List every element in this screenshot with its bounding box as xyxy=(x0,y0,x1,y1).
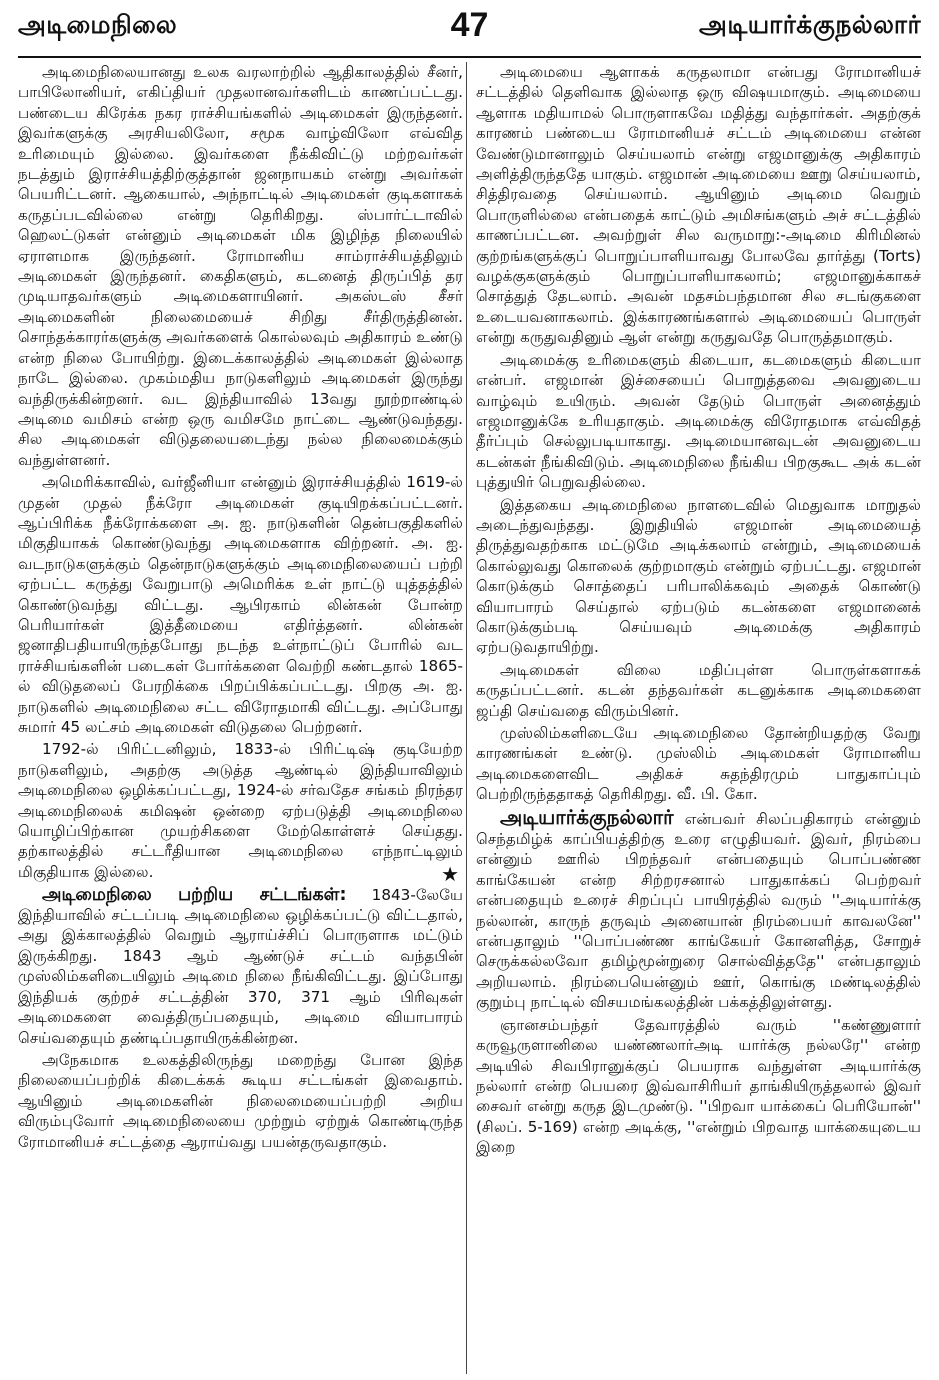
paragraph-text: என்பவர் சிலப்பதிகாரம் என்னும் செந்தமிழ்க் காப்பியத்திற்கு உரை எழுதியவர். இவர், நிரம்பை என்னும் ஊரில் பிறந்தவர் என்பதையும் பொப்பண்ண காங்கேயன் என்ற சிற்றரசனால் பாதுகாக்கப் பெற்றவர் என்பதையும் உரைச் சிறப்புப் பாயிரத்தில் வரும் ''அடியார்க்கு நல்லான், காருந் தருவும் அனையான் நிரம்பையர் காவலனே'' என்பதாலும் ''பொப்பண்ண காங்கேயர் கோனளித்த, சோறுச் செருக்கல்லவோ தமிழ்மூன்றுரை சொல்வித்ததே'' என்பதாலும் அறியலாம். நிரம்பையென்னும் ஊர், கொங்கு மண்டிலத்தில் குறும்பு நாட்டில் விசயமங்கலத்தின் பக்கத்திலுள்ளது. xyxy=(476,809,921,1012)
paragraph-text: 1843-லேயே இந்தியாவில் சட்டப்படி அடிமைநிலை ஒழிக்கப்பட்டு விட்டதால், அது இக்காலத்தில் வெறும் ஆராய்ச்சிப் பொருளாக மட்டும் இருக்கிறது. 1843 ஆம் ஆண்டுச் சட்டம் வந்தபின் முஸ்லிம்களிடையிலும் அடிமை நிலை நீங்கிவிட்டது. இப்போது இந்தியக் குற்றச் சட்டத்தின் 370, 371 ஆம் பிரிவுகள் அடிமைகளை வைத்திருப்பதையும், அடிமை வியாபாரம் செய்வதையும் தண்டிப்பதாயிருக்கின்றன. xyxy=(18,885,463,1047)
running-head-right: அடியார்க்குநல்லார் xyxy=(699,10,921,39)
entry-heading: அடியார்க்குநல்லார் xyxy=(500,804,674,829)
right-column xyxy=(476,62,921,1374)
paragraph: இத்தகைய அடிமைநிலை நாளடைவில் மெதுவாக மாறுதல் அடைந்துவந்தது. இறுதியில் எஜமான் அடிமையைத் திருத்துவதற்காக மட்டுமே அடிக்கலாம் என்றும், அடிமையைக் கொல்லுவது கொலைக் குற்றமாகும் என்றும் ஏற்பட்டது. எஜமான் கொடுக்கும் சொத்தைப் பரிபாலிக்கவும் அதைக் கொண்டு வியாபாரம் செய்தால் ஏற்படும் கடன்களை எஜமானைக் கொடுக்கும்படி செய்யவும் அடிமைக்கு அதிகாரம் ஏற்படுவதாயிற்று. xyxy=(476,495,921,657)
paragraph: 1792-ல் பிரிட்டனிலும், 1833-ல் பிரிட்டிஷ் குடியேற்ற நாடுகளிலும், அதற்கு அடுத்த ஆண்டில் இந்தியாவிலும் அடிமைநிலை ஒழிக்கப்பட்டது, 1924-ல் சர்வதேச சங்கம் நிரந்தர அடிமைநிலைக் கமிஷன் ஒன்றை ஏற்படுத்தி அடிமைநிலை யொழிப்பிற்கான முயற்சிகளை மேற்கொள்ளச் செய்தது. தற்காலத்தில் சட்டரீதியான அடிமைநிலை எந்நாட்டிலும் மிகுதியாக இல்லை. xyxy=(18,740,463,881)
header-rule xyxy=(18,56,921,58)
paragraph: அடிமையை ஆளாகக் கருதலாமா என்பது ரோமானியச் சட்டத்தில் தெளிவாக இல்லாத ஒரு விஷயமாகும். அடிமையை ஆளாக மதியாமல் பொருளாகவே மதித்து வந்தார்கள். அதற்குக் காரணம் பண்டைய ரோமானியச் சட்டம் அடிமையை என்ன வேண்டுமானாலும் செய்யலாம் என்று எஜமானுக்கு அதிகாரம் அளித்திருந்ததே யாகும். எஜமான் அடிமையை ஊறு செய்யலாம், சித்திரவதை செய்யலாம். ஆயினும் அடிமை வெறும் பொருளில்லை என்பதைக் காட்டும் அமிசங்களும் அச் சட்டத்தில் காணப்பட்டன. அவற்றுள் சில வருமாறு:-அடிமை கிரிமினல் குற்றங்களுக்குப் பொறுப்பாளியாவது போலவே தார்த்து (Torts) வழக்குகளுக்கும் பொறுப்பாளியாகலாம்; எஜமானுக்காகச் சொத்துத் தேடலாம். அவன் மதசம்பந்தமான சில சடங்குகளை உடையவனாகலாம். இக்காரணங்களால் அடிமையைப் பொருள் என்று கருதுவதினும் ஆள் என்று கருதுவதே பொருத்தமாகும். xyxy=(476,63,921,347)
paragraph: அடிமைக்கு உரிமைகளும் கிடையா, கடமைகளும் கிடையா என்பர். எஜமான் இச்சையைப் பொறுத்தவை அவனுடைய வாழ்வும் உயிரும். அவன் தேடும் பொருள் அனைத்தும் எஜமானுக்கே உரியதாகும். அடிமைக்கு விரோதமாக எவ்விதத் தீர்ப்பும் செல்லுபடியாகாது. அடிமையானவுடன் அவனுடைய கடன்கள் நீங்கிவிடும். அடிமைநிலை நீங்கிய பிறகுகூட அக் கடன் புத்துயிர் பெறுவதில்லை. xyxy=(476,350,921,492)
page-header xyxy=(18,6,921,52)
paragraph: அடிமைகள் விலை மதிப்புள்ள பொருள்களாகக் கருதப்பட்டனர். கடன் தந்தவர்கள் கடனுக்காக அடிமைகளை ஜப்தி செய்வதை விரும்பினர். xyxy=(476,660,921,720)
paragraph: அநேகமாக உலகத்திலிருந்து மறைந்து போன இந்த நிலையைப்பற்றிக் கிடைக்கக் கூடிய சட்டங்கள் இவைதாம். ஆயினும் அடிமைகளின் நிலைமையைப்பற்றி அறிய விரும்புவோர் அடிமைநிலையை முற்றும் ஏற்றுக் கொண்டிருந்த ரோமானியச் சட்டத்தை ஆராய்வது பயன்தருவதாகும். xyxy=(18,1050,463,1151)
running-head-left: அடிமைநிலை xyxy=(18,10,178,39)
section-heading: அடிமைநிலை பற்றிய சட்டங்கள்: xyxy=(42,884,347,905)
left-column xyxy=(18,62,463,1374)
paragraph xyxy=(18,885,463,1048)
page-number: 47 xyxy=(450,6,489,44)
paragraph: முஸ்லிம்களிடையே அடிமைநிலை தோன்றியதற்கு வேறு காரணங்கள் உண்டு. முஸ்லிம் அடிமைகள் ரோமானிய அடிமைகளைவிட அதிகச் சுதந்திரமும் பாதுகாப்பும் பெற்றிருந்ததாகத் தெரிகிறது. வீ. பி. கோ. xyxy=(476,724,921,804)
section-end-star: ★ xyxy=(441,862,459,887)
column-divider xyxy=(466,62,467,1374)
paragraph: அடிமைநிலையானது உலக வரலாற்றில் ஆதிகாலத்தில் சீனர், பாபிலோனியர், எகிப்தியர் முதலானவர்களிடம் காணப்பட்டது. பண்டைய கிரேக்க நகர ராச்சியங்களில் அடிமைகள் இருந்தனர். இவர்களுக்கு அரசியலிலோ, சமூக வாழ்விலோ எவ்வித உரிமையும் இல்லை. இவர்களை நீக்கிவிட்டு மற்றவர்கள் நடத்தும் இராச்சியத்திற்குத்தான் ஜனநாயகம் என்று அவர்கள் பெயரிட்டனர். ஆகையால், அந்நாட்டில் அடிமைகள் குடிகளாகக் கருதப்படவில்லை என்று தெரிகிறது. ஸ்பார்ட்டாவில் ஹெலட்டுகள் என்னும் அடிமைகள் மிக இழிந்த நிலையில் ஏராளமாக இருந்தனர். ரோமானிய சாம்ராச்சியத்திலும் அடிமைகள் இருந்தனர். கைதிகளும், கடனைத் திருப்பித் தர முடியாதவர்களும் அடிமைகளாயினர். அகஸ்டஸ் சீசர் அடிமைகளின் நிலைமையைச் சிறிது சீர்திருத்தினன். சொந்தக்காரர்களுக்கு அவர்களைக் கொல்லவும் அதிகாரம் உண்டு என்ற நிலை போயிற்று. இடைக்காலத்தில் அடிமைகள் இல்லாத நாடே இல்லை. முகம்மதிய நாடுகளிலும் அடிமைகள் இருந்து வந்திருக்கின்றனர். வட இந்தியாவில் 13வது நூற்றாண்டில் அடிமை வமிசம் என்ற ஒரு வமிசமே நாட்டை ஆண்டுவந்தது. சில அடிமைகள் விடுதலையடைந்து நல்ல நிலைமைக்கும் வந்துள்ளனர். xyxy=(18,63,463,469)
paragraph: ஞானசம்பந்தர் தேவாரத்தில் வரும் ''கண்ணுளார் கருவூருளானிலை யண்ணலார்அடி யார்க்கு நல்லரே'' என்ற அடியில் சிவபிரானுக்குப் பெயராக வந்துள்ள அடியார்க்கு நல்லார் என்ற பெயரை இவ்வாசிரியர் தாங்கியிருத்தலால் இவர் சைவர் என்று கருத இடமுண்டு. ''பிறவா யாக்கைப் பெரியோன்'' (சிலப். 5-169) என்ற அடிக்கு, ''என்றும் பிறவாத யாக்கையுடைய இறை xyxy=(476,1015,921,1157)
paragraph: அமெரிக்காவில், வர்ஜீனியா என்னும் இராச்சியத்தில் 1619-ல் முதன் முதல் நீக்ரோ அடிமைகள் குடியிறக்கப்பட்டனர். ஆப்பிரிக்க நீக்ரோக்களை அ. ஐ. நாடுகளின் தென்பகுதிகளில் மிகுதியாகக் கொண்டுவந்து அடிமைகளாக விற்றனர். அ. ஐ. வடநாடுகளுக்கும் தென்நாடுகளுக்கும் அடிமைநிலையைப் பற்றி ஏற்பட்ட கருத்து வேறுபாடு அமெரிக்க உள் நாட்டு யுத்தத்தில் கொண்டுவந்து விட்டது. ஆபிரகாம் லின்கன் போன்ற பெரியார்கள் இத்தீமையை எதிர்த்தனர். லின்கன் ஜனாதிபதியாயிருந்தபோது நடந்த உள்நாட்டுப் போரில் வட ராச்சியங்களின் படைகள் போர்க்களை வெற்றி கண்டதால் 1865-ல் விடுதலைப் பேரறிக்கை பிறப்பிக்கப்பட்டது. பிறகு அ. ஐ. நாடுகளில் அடிமைநிலை சட்ட விரோதமாகி விட்டது. அப்போது சுமார் 45 லட்சம் அடிமைகள் விடுதலை பெற்றனர். xyxy=(18,473,463,736)
paragraph xyxy=(476,804,921,1013)
